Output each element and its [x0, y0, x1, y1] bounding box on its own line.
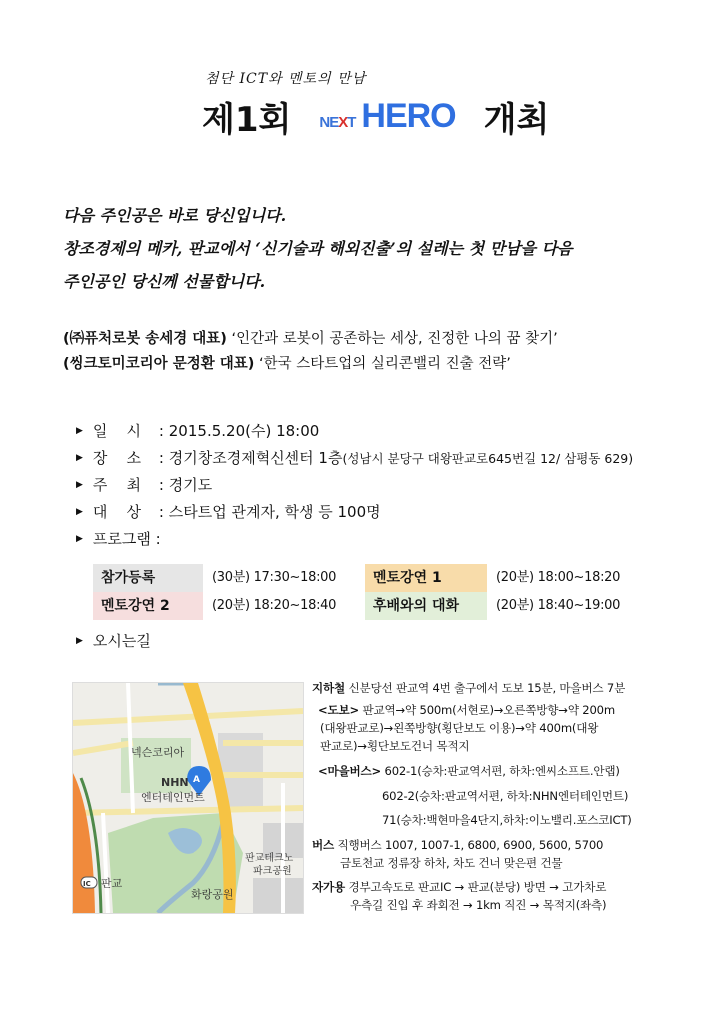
speaker-name: (씽크토미코리아 문정환 대표) [63, 356, 255, 372]
subway-label: 지하철 [312, 681, 345, 695]
map-label: 넥슨코리아 [131, 746, 185, 759]
program-name: 멘토강연 2 [93, 592, 203, 620]
speaker-2 [63, 352, 511, 373]
logo-hero: HERO [361, 97, 456, 135]
program-time: (20분) 18:00~18:20 [496, 570, 621, 585]
detail-address: (성남시 분당구 대왕판교로645번길 12/ 삼평동 629) [342, 450, 634, 466]
detail-label: 일 시 [92, 422, 141, 440]
village-bus-text: 602-1(승차:판교역서편, 하차:엔씨소프트.안랩) [384, 764, 620, 778]
directions-heading [76, 630, 151, 651]
detail-value: 경기도 [168, 476, 213, 494]
separator: : [158, 475, 164, 494]
directions-label: 오시는길 [92, 632, 151, 650]
detail-label: 프로그램 [92, 530, 151, 548]
walk-directions [318, 702, 615, 718]
car-directions [312, 879, 606, 895]
map-label: 판교테크노 [245, 853, 294, 864]
subtitle: 첨단 ICT와 멘토의 만남 [205, 71, 367, 87]
speaker-topic: ‘인간과 로봇이 공존하는 세상, 진정한 나의 꿈 찾기’ [231, 331, 558, 347]
detail-place [76, 447, 633, 468]
program-time: (30분) 17:30~18:00 [212, 570, 337, 585]
detail-label: 장 소 [92, 449, 141, 467]
walk-text: (대왕판교로)→왼쪽방향(횡단보도 이용)→약 400m(대왕 [320, 721, 599, 735]
subway-text: 신분당선 판교역 4번 출구에서 도보 15분, 마을버스 7분 [348, 681, 626, 695]
detail-value: 스타트업 관계자, 학생 등 100명 [168, 503, 381, 521]
bullet-triangle-icon: ▶ [76, 452, 83, 463]
village-bus-text: 602-2(승차:판교역서편, 하차:NHN엔터테인먼트) [382, 789, 629, 803]
speaker-topic: ‘한국 스타트업의 실리콘밸리 진출 전략’ [259, 356, 511, 372]
separator: : [158, 421, 164, 440]
map-label: NHN [161, 776, 189, 789]
map-ic-icon: IC [83, 880, 91, 888]
bullet-triangle-icon: ▶ [76, 506, 83, 517]
bullet-triangle-icon: ▶ [76, 635, 83, 646]
detail-value: 경기창조경제혁신센터 1층 [168, 449, 343, 467]
separator: : [155, 529, 161, 548]
detail-date [76, 420, 319, 441]
separator: : [158, 502, 164, 521]
detail-label: 주 최 [92, 476, 141, 494]
village-bus-text: 71(승차:백현마을4단지,하차:이노밸리.포스코ICT) [382, 813, 632, 827]
program-name: 후배와의 대화 [365, 592, 487, 620]
bullet-triangle-icon: ▶ [76, 425, 83, 436]
subway-directions [312, 680, 625, 696]
map-label: 화랑공원 [191, 888, 234, 901]
detail-label: 대 상 [92, 503, 141, 521]
logo-t: T [347, 114, 356, 131]
program-name: 멘토강연 1 [365, 564, 487, 592]
program-time: (20분) 18:40~19:00 [496, 598, 621, 613]
detail-value: 2015.5.20(수) 18:00 [168, 422, 320, 440]
map-label: 파크공원 [253, 866, 292, 877]
map-label: 판교 [101, 877, 123, 890]
car-label: 자가용 [312, 880, 345, 894]
bullet-triangle-icon: ▶ [76, 533, 83, 544]
village-bus-label: <마을버스> [318, 764, 382, 778]
detail-target [76, 501, 381, 522]
bus-directions [312, 837, 603, 853]
car-text: 경부고속도로 판교IC → 판교(분당) 방면 → 고가차로 [348, 880, 607, 894]
walk-label: <도보> [318, 703, 360, 717]
bus-text: 금토천교 정류장 하차, 차도 건너 맞은편 건물 [340, 856, 563, 870]
title-suffix: 개최 [483, 100, 550, 140]
logo-x: X [338, 114, 348, 131]
title-prefix: 제1회 [202, 100, 292, 140]
map-label: 엔터테인먼트 [141, 791, 205, 804]
speaker-name: (㈜퓨처로봇 송세경 대표) [63, 331, 227, 347]
walk-text: 판교로)→횡단보도건너 목적지 [320, 739, 470, 753]
speaker-1 [63, 327, 558, 348]
walk-text: 판교역→약 500m(서현로)→오른쪽방향→약 200m [362, 703, 615, 717]
separator: : [158, 448, 164, 467]
intro-line: 주인공인 당신께 선물합니다. [63, 272, 266, 291]
bus-label: 버스 [312, 838, 334, 852]
program-time: (20분) 18:20~18:40 [212, 598, 337, 613]
village-bus-directions [318, 763, 620, 779]
car-text: 우측길 진입 후 좌회전 → 1km 직진 → 목적지(좌측) [350, 898, 607, 912]
logo-next: NE [319, 114, 339, 131]
next-hero-logo [319, 97, 455, 136]
map-marker-label: A [193, 775, 200, 785]
program-name: 참가등록 [93, 564, 203, 592]
detail-host [76, 474, 212, 495]
bus-text: 직행버스 1007, 1007-1, 6800, 6900, 5600, 5700 [337, 838, 604, 852]
location-map[interactable] [72, 682, 304, 914]
bullet-triangle-icon: ▶ [76, 479, 83, 490]
page-title [202, 92, 549, 141]
detail-program [76, 528, 161, 549]
intro-line: 다음 주인공은 바로 당신입니다. [63, 206, 287, 225]
intro-line: 창조경제의 메카, 판교에서 ‘신기술과 해외진출’의 설레는 첫 만남을 다음 [63, 239, 573, 258]
